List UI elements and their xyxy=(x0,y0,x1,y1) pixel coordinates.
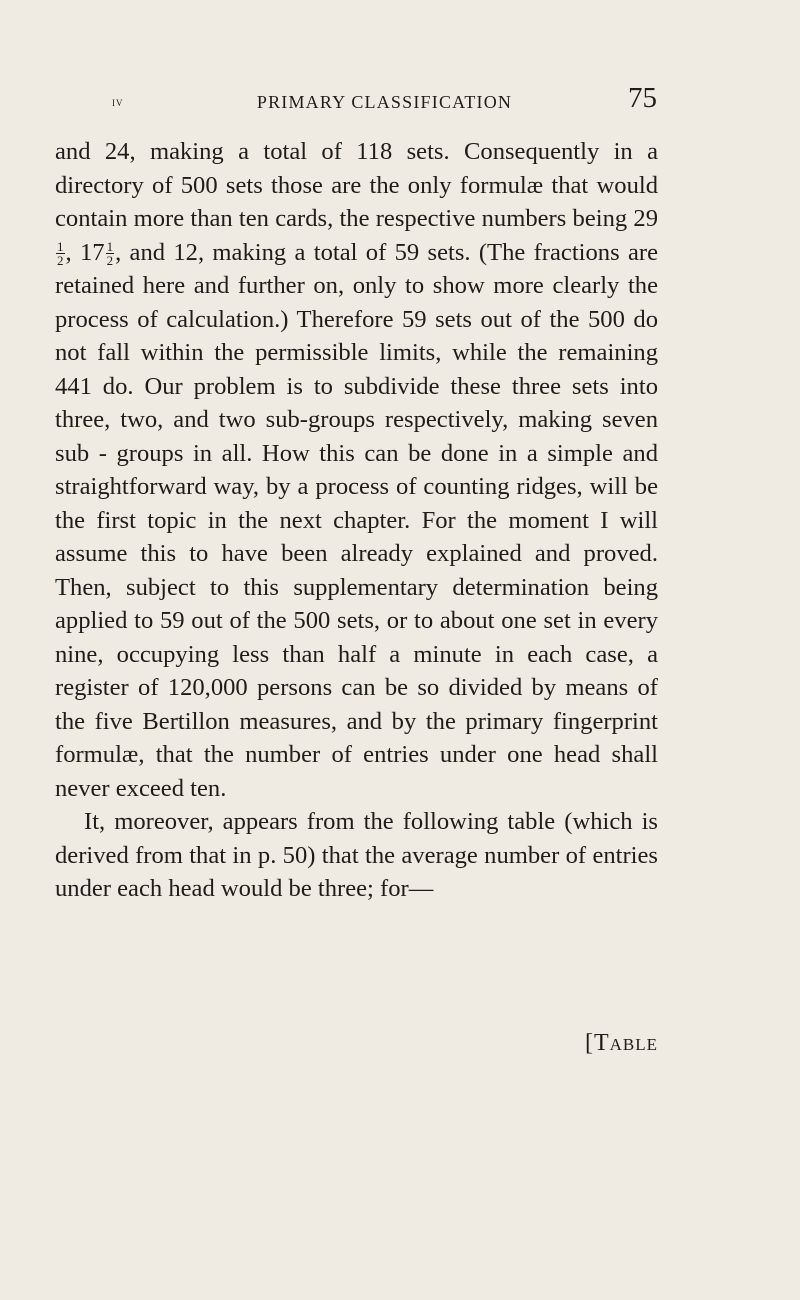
fraction-one-half-2 xyxy=(106,240,115,267)
fraction-denominator: 2 xyxy=(57,253,64,269)
body-text xyxy=(55,135,658,906)
paragraph-1-part-2: , 17 xyxy=(65,238,105,266)
chapter-number: iv xyxy=(112,94,124,109)
paragraph-2: It, moreover, appears from the following table (which is derived from that in p. 50) that the average number of entries under each head would be three; for— xyxy=(55,808,658,902)
paragraph-1-part-1: and 24, making a total of 118 sets. Consequently in a directory of 500 sets those are the only formulæ that would contain more than ten cards, the respective numbers being 29 xyxy=(55,138,658,232)
page-number: 75 xyxy=(628,82,657,114)
paragraph-1 xyxy=(55,135,658,805)
fraction-denominator: 2 xyxy=(106,253,114,269)
fraction-one-half-1 xyxy=(56,240,65,267)
running-header xyxy=(112,82,657,118)
fraction-numerator: 1 xyxy=(106,239,114,255)
paragraph-1-part-3: , and 12, making a total of 59 sets. (The fractions are retained here and further on, only to show more clearly the process of calculation.) Therefore 59 sets out of the 500 do not fall within the permissible limits, while the remaining 441 do. Our problem is to subdivide these three sets into three, two, and two sub-groups respectively, making seven sub - groups in all. How this can be done in a simple and straightforward way, by a process of counting ridges, will be the first topic in the next chapter. For the moment I will assume this to have been already explained and proved. Then, subject to this supplementary determination being applied to 59 out of the 500 sets, or to about one set in every nine, occupying less than half a minute in each case, a register of 120,000 persons can be so divided by means of the five Bertillon measures, and by the primary fingerprint formulæ, that the number of entries under one head shall never exceed ten. xyxy=(55,238,658,802)
catchword: [Table xyxy=(584,1030,658,1056)
fraction-numerator: 1 xyxy=(57,239,64,255)
running-title: PRIMARY CLASSIFICATION xyxy=(256,92,513,112)
